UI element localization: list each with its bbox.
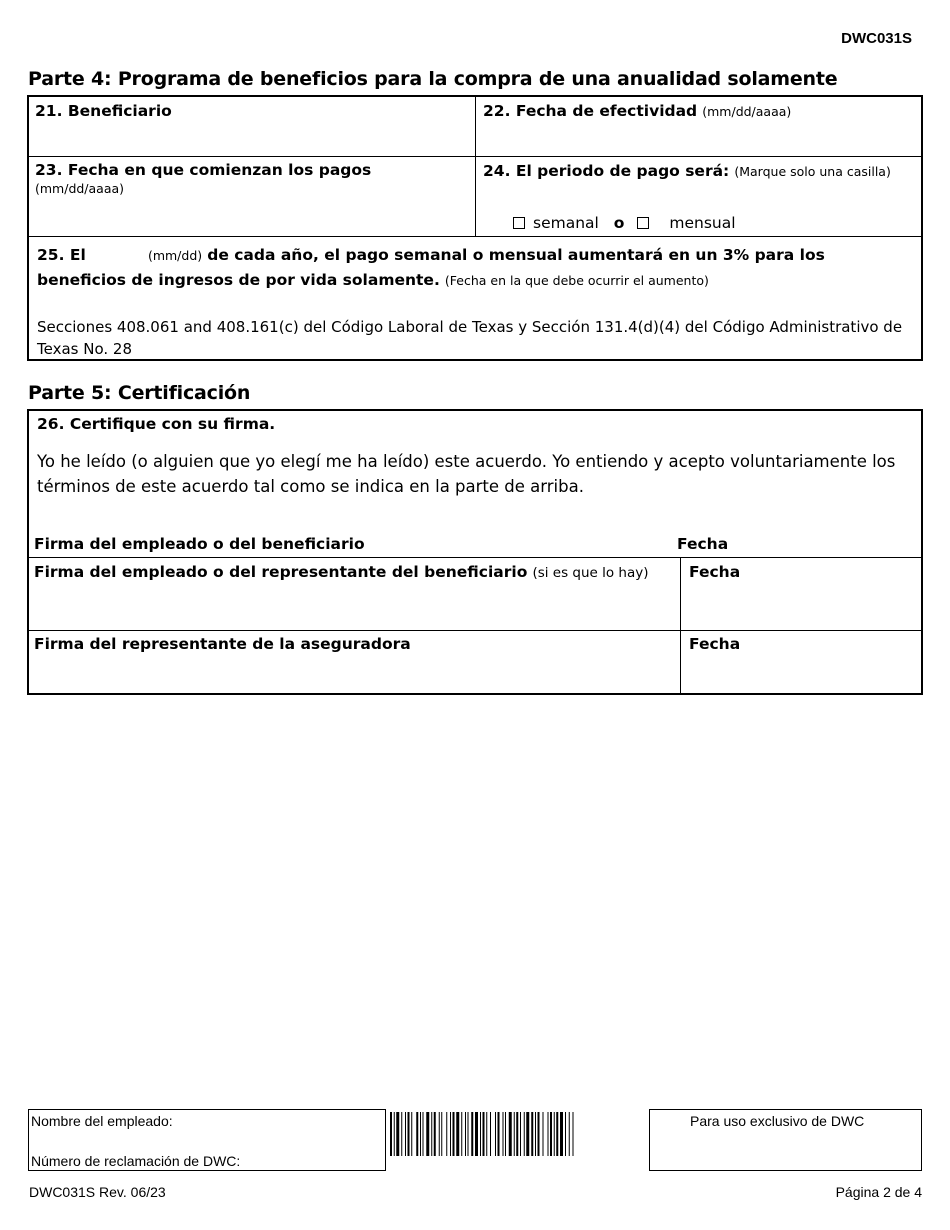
date-label: Fecha (689, 563, 741, 581)
q25-hint: (mm/dd) (147, 248, 203, 263)
q25-increase-date (37, 243, 917, 293)
q21-label: 21. Beneficiario (35, 102, 172, 120)
date-field[interactable] (689, 562, 917, 628)
barcode-image (390, 1112, 644, 1156)
date-label: Fecha (677, 535, 729, 553)
monthly-label: mensual (669, 214, 736, 232)
q24-label: 24. El periodo de pago será: (483, 162, 730, 180)
q24-options (513, 213, 736, 233)
part4-table (27, 95, 923, 361)
q23-hint: (mm/dd/aaaa) (35, 181, 125, 196)
claim-number-label: Número de reclamación de DWC: (31, 1153, 241, 1169)
q21-beneficiary-field[interactable] (35, 101, 471, 155)
certification-statement: Yo he leído (o alguien que yo elegí me ha leído) este acuerdo. Yo entiendo y acepto voluntariamente los términos de este acuerdo tal como se indica en la parte de arriba. (37, 452, 896, 496)
part4-title: Parte 4: Programa de beneficios para la compra de una anualidad solamente (28, 68, 838, 90)
q25-note: (Fecha en la que debe ocurrir el aumento) (444, 273, 709, 288)
divider (29, 557, 921, 558)
divider (29, 630, 921, 631)
sig-rep-field[interactable] (34, 562, 674, 628)
employee-name-label: Nombre del empleado: (31, 1113, 173, 1129)
q22-hint: (mm/dd/aaaa) (702, 104, 792, 119)
monthly-checkbox[interactable] (637, 217, 649, 229)
q23-payment-start-field[interactable] (35, 161, 471, 235)
part5-table (27, 409, 923, 695)
divider (475, 97, 476, 237)
legal-reference: Secciones 408.061 and 408.161(c) del Código Laboral de Texas y Sección 131.4(d)(4) del Código Administrativo de Texas No. 28 (37, 318, 903, 358)
or-label: o (613, 214, 625, 232)
q24-hint: (Marque solo una casilla) (734, 164, 891, 179)
dwc-use-label: Para uso exclusivo de DWC (690, 1113, 865, 1129)
dwc-use-box (649, 1109, 922, 1171)
weekly-label: semanal (533, 214, 599, 232)
sig-rep-label: Firma del empleado o del representante del beneficiario (34, 563, 528, 581)
q24-payment-period (483, 161, 919, 235)
q22-effective-date-field[interactable] (483, 101, 919, 155)
q22-label: 22. Fecha de efectividad (483, 102, 698, 120)
page-number: Página 2 de 4 (835, 1184, 922, 1200)
divider (29, 236, 921, 237)
q23-label: 23. Fecha en que comienzan los pagos (35, 161, 372, 179)
sig-employee-label: Firma del empleado o del beneficiario (34, 535, 365, 553)
divider (680, 557, 681, 693)
q26-label: 26. Certifique con su firma. (37, 415, 276, 433)
sig-rep-hint: (si es que lo hay) (532, 565, 649, 581)
divider (29, 156, 921, 157)
sig-insurer-field[interactable] (34, 634, 674, 692)
sig-insurer-label: Firma del representante de la aseguradora (34, 635, 411, 653)
weekly-checkbox[interactable] (513, 217, 525, 229)
date-label: Fecha (689, 635, 741, 653)
form-code: DWC031S (841, 30, 912, 47)
revision-label: DWC031S Rev. 06/23 (29, 1184, 166, 1200)
employee-info-box (28, 1109, 386, 1171)
q25-text: de cada año, el pago semanal o mensual aumentará en un 3% para los beneficios de ingresos de por vida solamente. (37, 246, 825, 289)
part5-title: Parte 5: Certificación (28, 382, 251, 404)
q25-number: 25. El (37, 246, 86, 264)
date-field[interactable] (689, 634, 917, 692)
